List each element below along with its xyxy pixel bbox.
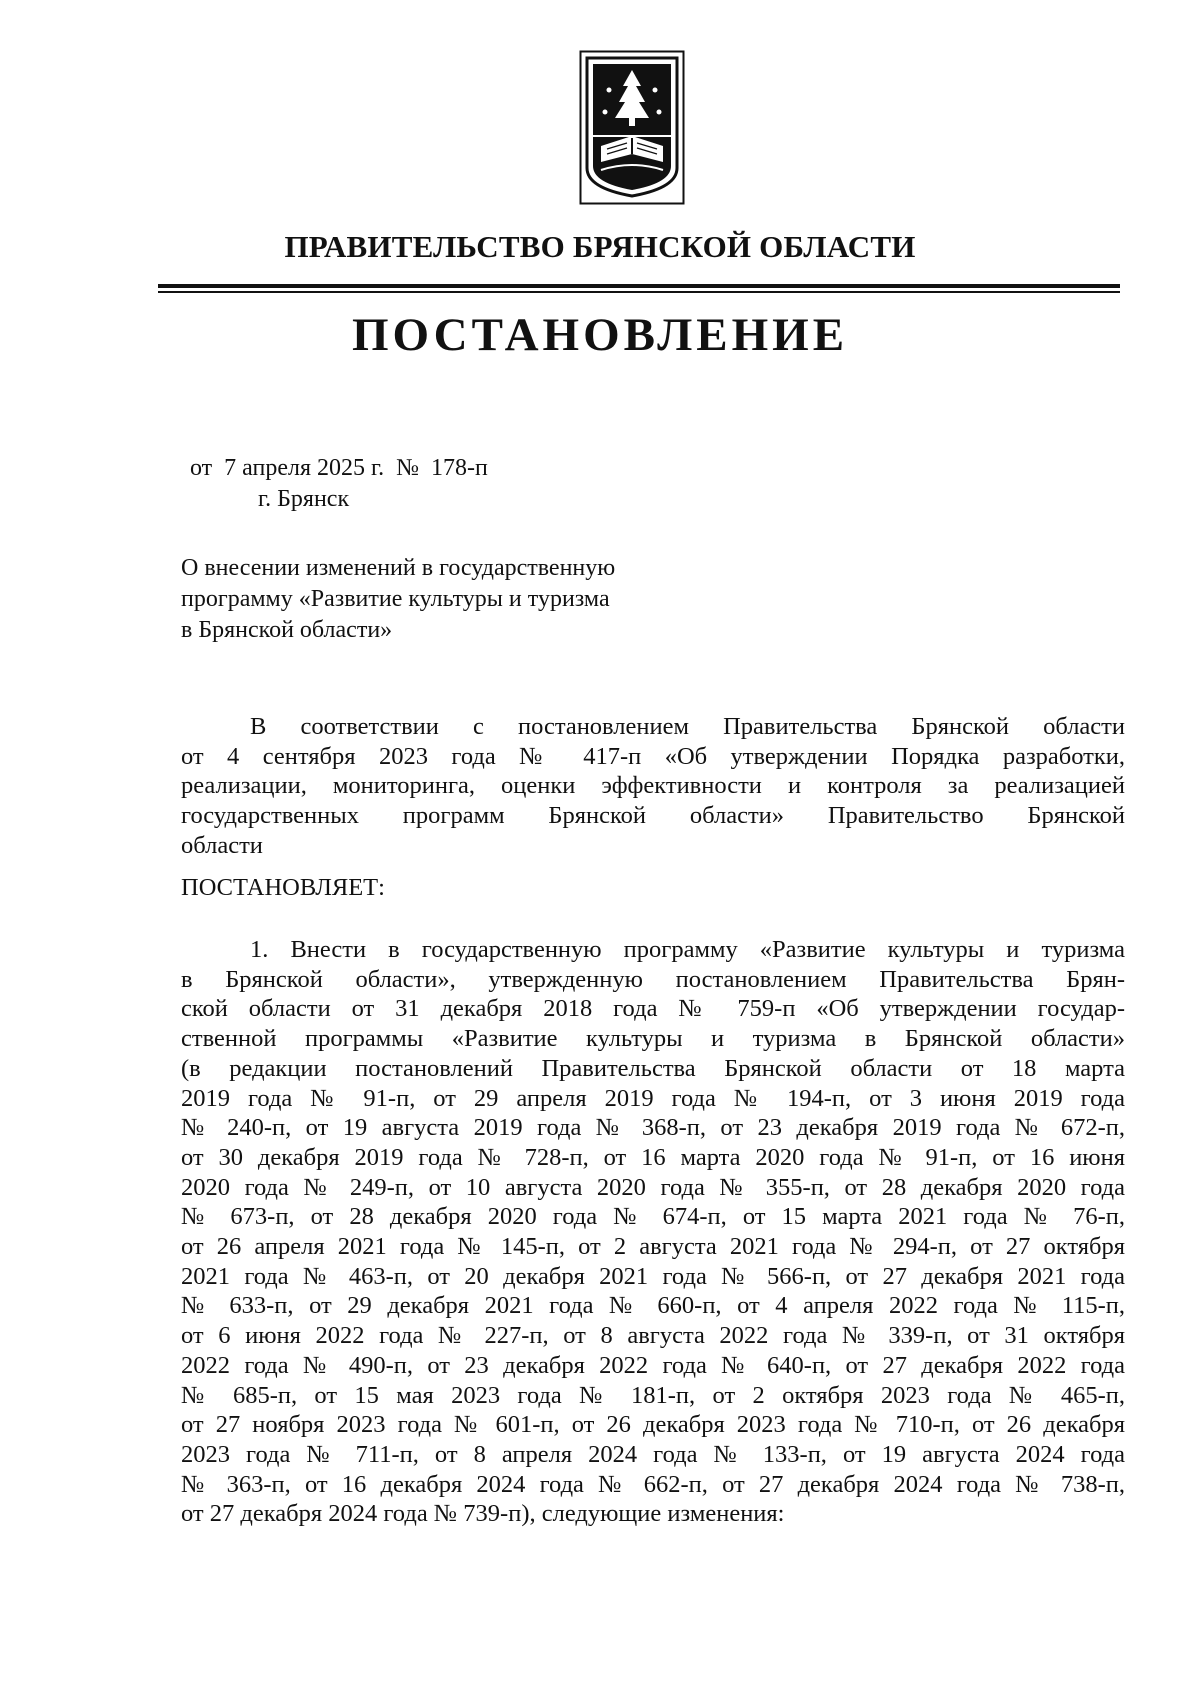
header-divider-thin [158,291,1120,293]
subject-line: О внесении изменений в государственную [181,555,616,581]
subject-line: программу «Развитие культуры и туризма [181,586,610,612]
paragraph-line: государственных программ Брянской области» Правительство Брянской [181,802,1125,830]
paragraph-line: от 30 декабря 2019 года № 728-п, от 16 марта 2020 года № 91-п, от 16 июня [181,1143,1125,1171]
paragraph-line: реализации, мониторинга, оценки эффективности и контроля за реализацией [181,772,1125,800]
paragraph-line: № 363-п, от 16 декабря 2024 года № 662-п, от 27 декабря 2024 года № 738-п, [181,1470,1125,1498]
paragraph-line: 2023 года № 711-п, от 8 апреля 2024 года № 133-п, от 19 августа 2024 года [181,1440,1125,1468]
paragraph-line: от 27 ноября 2023 года № 601-п, от 26 декабря 2023 года № 710-п, от 26 декабря [181,1411,1125,1439]
bryansk-coat-of-arms-icon [579,50,685,205]
paragraph-line: № 673-п, от 28 декабря 2020 года № 674-п, от 15 марта 2021 года № 76-п, [181,1203,1125,1231]
paragraph-line: 2019 года № 91-п, от 29 апреля 2019 года № 194-п, от 3 июня 2019 года [181,1084,1125,1112]
subject-line: в Брянской области» [181,617,393,643]
document-type-title: ПОСТАНОВЛЕНИЕ [351,309,849,361]
paragraph-line: № 633-п, от 29 декабря 2021 года № 660-п, от 4 апреля 2022 года № 115-п, [181,1292,1125,1320]
paragraph-line: 2021 года № 463-п, от 20 декабря 2021 года № 566-п, от 27 декабря 2021 года [181,1262,1125,1290]
document-subject [181,553,741,646]
header-divider-thick [158,284,1120,288]
paragraph-line: от 6 июня 2022 года № 227-п, от 8 августа 2022 года № 339-п, от 31 октября [181,1322,1125,1350]
paragraph-line: от 4 сентября 2023 года № 417-п «Об утверждении Порядка разработки, [181,742,1125,770]
paragraph-line: № 685-п, от 15 мая 2023 года № 181-п, от 2 октября 2023 года № 465-п, [181,1381,1125,1409]
paragraph-line: (в редакции постановлений Правительства Брянской области от 18 марта [181,1054,1125,1082]
city: г. Брянск [258,486,350,512]
date-and-number: от 7 апреля 2025 г. № 178-п [190,455,488,481]
paragraph-line: № 240-п, от 19 августа 2019 года № 368-п, от 23 декабря 2019 года № 672-п, [181,1114,1125,1142]
organization-title: ПРАВИТЕЛЬСТВО БРЯНСКОЙ ОБЛАСТИ [284,229,916,264]
paragraph-line: 1. Внести в государственную программу «Развитие культуры и туризма [250,936,1125,963]
paragraph-line: от 26 апреля 2021 года № 145-п, от 2 августа 2021 года № 294-п, от 27 октября [181,1233,1125,1261]
item-1-paragraph [181,935,1125,1529]
paragraph-line: ской области от 31 декабря 2018 года № 759-п «Об утверждении государ- [181,995,1125,1023]
paragraph-line: от 27 декабря 2024 года № 739-п), следующие изменения: [181,1500,785,1528]
decree-word: ПОСТАНОВЛЯЕТ: [181,874,385,901]
paragraph-line: В соответствии с постановлением Правительства Брянской области [250,713,1125,740]
paragraph-line: в Брянской области», утвержденную постановлением Правительства Брян- [181,965,1125,993]
paragraph-line: ственной программы «Развитие культуры и туризма в Брянской области» [181,1025,1125,1053]
paragraph-line: области [181,831,263,859]
paragraph-line: 2020 года № 249-п, от 10 августа 2020 года № 355-п, от 28 декабря 2020 года [181,1173,1125,1201]
paragraph-line: 2022 года № 490-п, от 23 декабря 2022 года № 640-п, от 27 декабря 2022 года [181,1351,1125,1379]
intro-paragraph [181,712,1125,861]
